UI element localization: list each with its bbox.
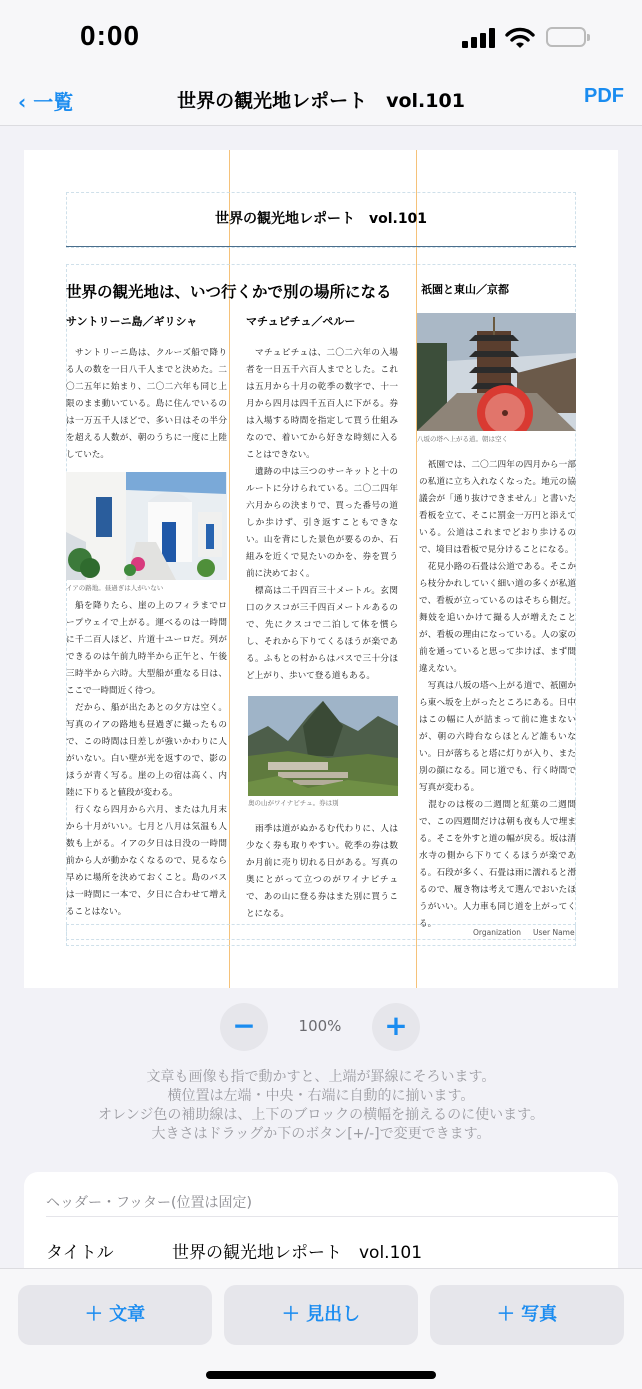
col3-heading[interactable]: 祇園と東山／京都 <box>421 283 509 296</box>
title-field[interactable]: 世界の観光地レポート vol.101 <box>172 1243 423 1263</box>
col3-caption: 八坂の塔へ上がる道。朝は空く <box>417 435 508 443</box>
col2-text-1[interactable]: マチュピチュは、二〇二六年の入場者を一日五千六百人までとした。これは五月から十月の乾季の数字で、十一月から四月は四千五百人に下がる。券は入場する時間を指定して買う仕組みなので、着いてから好きな時刻に入ることはできない。 遺跡の中は三つのサーキットと十のルートに分けられている。二〇二四年六月からの決まりで、買った番号の道しか歩けず、引き返すこともできない。山を背にした景色が要るのか、石組みを近くで見たいのかを、券を買う前に決めておく。 標高は二千四百三十メートル。玄関口のクスコが三千四百メートルあるので、先にクスコで二泊して体を慣らし、それから下りてくるほうが楽である。ふもとの村からはバスで三十分ほど上がり、歩いて登る道もある。 <box>246 348 398 681</box>
headline[interactable]: 世界の観光地は、いつ行くかで別の場所になる <box>66 283 392 301</box>
divider <box>46 1216 618 1217</box>
santorini-image <box>66 472 227 580</box>
col2-text-2[interactable]: 雨季は道がぬかるむ代わりに、人は少なく券も取りやすい。乾季の券は数か月前に売り切れる日がある。写真の奥にとがって立つのがワイナピチュで、あの山に登る券はまた別に買うことになる。 <box>246 824 398 919</box>
col1-heading[interactable]: サントリーニ島／ギリシャ <box>66 315 198 328</box>
add-photo-button[interactable]: ＋ 写真 <box>430 1285 624 1345</box>
col1-text-2[interactable]: 船を降りたら、崖の上のフィラまでロープウェイで上がる。運べるのは一時間に千二百人ほど、片道十ユーロだ。列ができるのは午前九時半から正午と、午後三時半から六時。大型船が重なる日は、ここで一時間近く待つ。 だから、船が出たあとの夕方は空く。写真のイアの路地も昼過ぎに撮ったもので、この時間は日差しが強いかわりに人がいない。白い壁が光を返すので、影のほうが青く写る。崖の上の宿は高く、内陸に下りると値段が変わる。 行くなら四月から六月、または九月末から十月がいい。七月と八月は気温も人数も上がる。イアの夕日は日没の一時間前から人が動かなくなるので、見るなら早めに場所を決めておくこと。島のバスは一時間に一本で、夕日に合わせて増えることはない。 <box>66 601 227 917</box>
navigation-bar <box>0 76 642 126</box>
hint-line: 横位置は左端・中央・右端に自動的に揃います。 <box>167 1088 475 1104</box>
title-rule <box>66 246 576 247</box>
add-heading-button[interactable]: ＋ 見出し <box>224 1285 418 1345</box>
back-label: 一覧 <box>33 90 74 114</box>
settings-section-title: ヘッダー・フッター(位置は固定) <box>46 1195 252 1211</box>
signal-icon <box>462 28 496 48</box>
col2-heading[interactable]: マチュピチュ／ペルー <box>246 315 356 328</box>
zoom-level: 100% <box>298 1017 342 1035</box>
wifi-icon <box>505 26 535 50</box>
battery-icon <box>546 27 586 47</box>
footer-organization: Organization <box>473 928 521 937</box>
machu-picchu-image <box>248 696 398 796</box>
title-label: タイトル <box>46 1243 114 1263</box>
footer-user-name: User Name <box>533 928 575 937</box>
col1-text-1[interactable]: サントリーニ島は、クルーズ船で降りる人の数を一日八千人までと決めた。二〇二五年に始まり、二〇二六年も同じ上限のまま動いている。島に住んでいるのは一万五千人ほどで、多い日はその半分を超える人数が、朝のうちに一度に上陸していた。 <box>66 348 227 460</box>
hint-line: 文章も画像も指で動かすと、上端が罫線にそろいます。 <box>146 1069 496 1085</box>
pdf-button[interactable]: PDF <box>584 85 624 107</box>
add-text-button[interactable]: ＋ 文章 <box>18 1285 212 1345</box>
page-title: 世界の観光地レポート vol.101 <box>177 90 465 112</box>
col2-caption: 奥の山がワイナピチュ。券は別 <box>248 799 339 807</box>
hint-line: 大きさはドラッグか下のボタン[+/-]で変更できます。 <box>151 1126 491 1142</box>
col3-text-1[interactable]: 祇園では、二〇二四年の四月から一部の私道に立ち入れなくなった。地元の協議会が「通り抜けできません」と書いた看板を立て、そこに罰金一万円と添えている。公道はこれまでどおり歩けるので、境目は看板で見分けることになる。 花見小路の石畳は公道である。そこから枝分かれしていく細い道の多くが私道で、看板が立っているのはそちら側だ。舞妓を追いかけて撮る人が増えたことが、看板の理由になっている。人の家の前を通っていると思って歩けば、まず間違えない。 写真は八坂の塔へ上がる道で、祇園から東へ坂を上がったところにある。日中はこの幅に人が詰まって前に進まないが、朝の六時台ならほとんど誰もいない。日が落ちると塔に灯りが入り、また別の顔になる。同じ道でも、行く時間で写真が変わる。 混むのは桜の二週間と紅葉の二週間で、この四週間だけは朝も夜も人で埋まる。そこを外すと道の幅が戻る。坂は清水寺の側から下りてくるほうが楽である。石段が多く、石畳は雨に濡れると滑るので、履き物は考えて選んでおいたほうがいい。人力車も同じ道を上がってくる。 <box>419 460 576 929</box>
document-canvas[interactable] <box>24 150 618 988</box>
col1-photo-santorini[interactable] <box>66 472 227 580</box>
col2-photo-machu-picchu[interactable] <box>248 696 398 796</box>
hint-line: オレンジ色の補助線は、上下のブロックの横幅を揃えるのに使います。 <box>98 1107 544 1123</box>
zoom-out-button[interactable]: − <box>220 1003 268 1051</box>
chevron-left-icon: ‹ <box>18 90 34 114</box>
bottom-toolbar <box>0 1268 642 1389</box>
col1-caption: イアの路地。昼過ぎは人がいない <box>66 584 164 592</box>
kyoto-image <box>417 313 576 431</box>
zoom-in-button[interactable]: + <box>372 1003 420 1051</box>
home-indicator <box>206 1371 436 1379</box>
status-bar <box>0 0 642 76</box>
col3-photo-kyoto[interactable] <box>417 313 576 431</box>
document-title: 世界の観光地レポート vol.101 <box>214 211 428 227</box>
status-time: 0:00 <box>80 20 141 51</box>
